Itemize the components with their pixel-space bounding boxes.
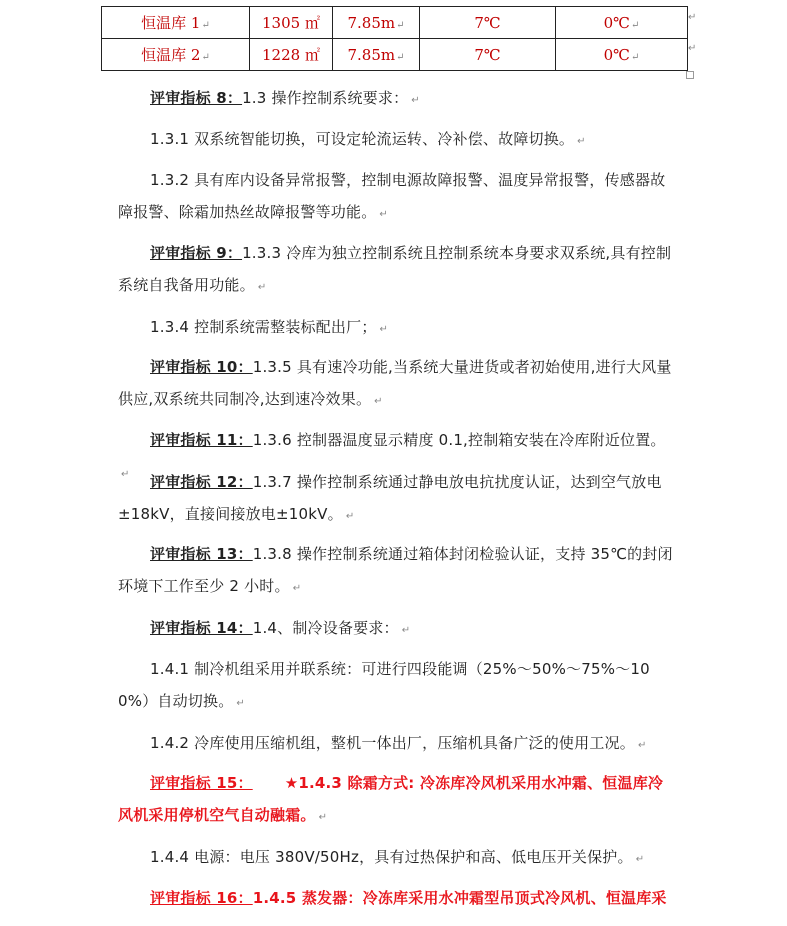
paragraph: 1.3.4 控制系统需整装标配出厂； ↵: [150, 318, 389, 336]
criterion-label: 评审指标 10：: [150, 358, 253, 376]
criterion-label: 评审指标 12：: [150, 473, 253, 491]
spec-table: [101, 6, 688, 71]
paragraph: 评审指标 9：1.3.3 冷库为独立控制系统且控制系统本身要求双系统,具有控制系统自我备用功能。 ↵: [118, 244, 672, 294]
criterion-label: 评审指标 8：: [150, 89, 243, 107]
table-cell-name: 恒温库 1↵: [102, 7, 250, 39]
criterion-label: 评审指标 14：: [150, 619, 253, 637]
table-cell-area: 1305 ㎡: [250, 7, 333, 39]
table-cell-area: 1228 ㎡: [250, 39, 333, 71]
paragraph: 1.4.2 冷库使用压缩机组，整机一体出厂，压缩机具备广泛的使用工况。 ↵: [150, 734, 647, 752]
paragraph: 1.4.4 电源：电压 380V/50Hz，具有过热保护和高、低电压开关保护。 ↵: [150, 848, 645, 866]
paragraph: 评审指标 10：1.3.5 具有速冷功能,当系统大量进货或者初始使用,进行大风量供应,双系统共同制冷,达到速冷效果。 ↵: [118, 358, 672, 408]
paragraph: 评审指标 14：1.4、制冷设备要求： ↵: [150, 619, 411, 637]
table-row: [102, 39, 688, 71]
criterion-label: 评审指标 11：: [150, 431, 253, 449]
criterion-label: 评审指标 16：: [150, 889, 253, 907]
criterion-label: 评审指标 15：: [150, 774, 253, 792]
table-row: [102, 7, 688, 39]
paragraph: 1.3.2 具有库内设备异常报警，控制电源故障报警、温度异常报警，传感器故障报警、除霜加热丝故障报警等功能。 ↵: [118, 171, 666, 221]
table-cell-temp1: 7℃: [420, 39, 556, 71]
table-cell-temp2: 0℃↵: [556, 7, 688, 39]
table-cell-temp2: 0℃↵: [556, 39, 688, 71]
table-cell-height: 7.85m↵: [333, 39, 420, 71]
star-icon: ★: [284, 774, 299, 792]
row-end-mark: ↵: [688, 12, 697, 23]
paragraph: 评审指标 13：1.3.8 操作控制系统通过箱体封闭检验认证，支持 35℃的封闭环境下工作至少 2 小时。 ↵: [118, 545, 673, 595]
paragraph: 评审指标 11：1.3.6 控制器温度显示精度 0.1,控制箱安装在冷库附近位置。↵: [121, 431, 666, 480]
criterion-label: 评审指标 9：: [150, 244, 243, 262]
row-end-mark: ↵: [688, 43, 697, 54]
table-cell-height: 7.85m↵: [333, 7, 420, 39]
table-cell-name: 恒温库 2↵: [102, 39, 250, 71]
paragraph: 评审指标 12：1.3.7 操作控制系统通过静电放电抗扰度认证，达到空气放电±18kV，直接间接放电±10kV。 ↵: [118, 473, 662, 523]
table-cell-temp1: 7℃: [420, 7, 556, 39]
criterion-label: 评审指标 13：: [150, 545, 253, 563]
table-resize-handle[interactable]: [686, 71, 694, 79]
paragraph-highlight: 评审指标 16：1.4.5 蒸发器：冷冻库采用水冲霜型吊顶式冷风机、恒温库采: [150, 889, 667, 907]
paragraph: 评审指标 8：1.3 操作控制系统要求： ↵: [150, 89, 420, 107]
paragraph: 1.4.1 制冷机组采用并联系统：可进行四段能调（25%～50%～75%～100%）自动切换。 ↵: [118, 660, 650, 710]
paragraph: 1.3.1 双系统智能切换，可设定轮流运转、冷补偿、故障切换。 ↵: [150, 130, 586, 148]
paragraph-highlight: 评审指标 15： ★1.4.3 除霜方式: 冷冻库冷风机采用水冲霜、恒温库冷风机采用停机空气自动融霜。 ↵: [118, 767, 674, 834]
